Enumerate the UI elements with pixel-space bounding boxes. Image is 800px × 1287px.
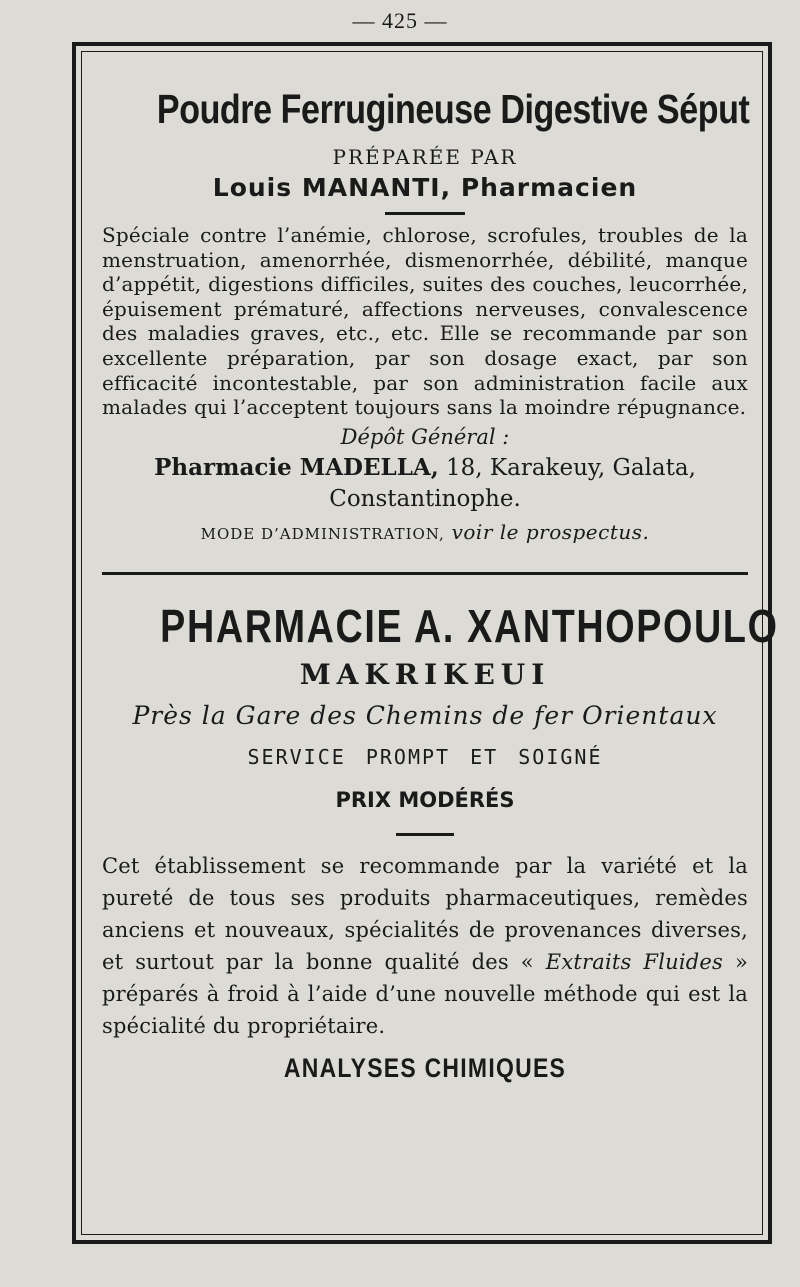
page-number: — 425 — bbox=[352, 8, 448, 33]
advertisement-content bbox=[102, 78, 779, 1088]
ad1-mode-label: MODE D’ADMINISTRATION, bbox=[200, 524, 445, 543]
ad-poudre-ferrugineuse bbox=[102, 78, 748, 550]
ad2-location: Près la Gare des Chemins de fer Orientaux bbox=[132, 700, 718, 730]
ad1-pharmacist: Louis MANANTI, Pharmacien bbox=[212, 173, 638, 202]
ad2-service: SERVICE PROMPT ET SOIGNÉ bbox=[247, 744, 603, 769]
ad1-depot-label: Dépôt Général : bbox=[340, 424, 510, 449]
advertisement-frame bbox=[72, 42, 779, 1244]
ad1-mode-value: voir le prospectus. bbox=[444, 519, 650, 544]
ad1-short-rule bbox=[385, 212, 465, 215]
ad2-title: PHARMACIE A. XANTHOPOULO bbox=[160, 599, 779, 652]
ad2-footer: ANALYSES CHIMIQUES bbox=[283, 1052, 567, 1083]
ad2-body-part1: Cet établissement se recommande par la variété et la pureté de tous ses produits pharmaceutiques, remèdes anciens et nouveaux, spécialités de provenances diverses, et surtout par la bonne qualité des « bbox=[102, 853, 748, 974]
ad1-depot-line bbox=[102, 452, 748, 484]
ad1-depot-address: 18, Karakeuy, Galata, bbox=[438, 454, 696, 481]
ad1-depot-city: Constantinophe. bbox=[329, 485, 521, 512]
ad-pharmacie-xanthopoulo bbox=[102, 597, 779, 1088]
ad2-body-italic: Extraits Fluides bbox=[545, 949, 724, 974]
ad2-short-rule bbox=[396, 833, 454, 836]
ad1-mode-line bbox=[102, 516, 748, 550]
section-divider bbox=[102, 572, 748, 575]
ad1-title: Poudre Ferrugineuse Digestive Séput bbox=[156, 86, 750, 132]
ad1-prepared-by: PRÉPARÉE PAR bbox=[332, 145, 518, 169]
ad2-body bbox=[102, 850, 748, 1042]
ad1-body: Spéciale contre l’anémie, chlorose, scrofules, troubles de la menstruation, amenorrhée, dismenorrhée, débilité, manque d’appétit, digestions difficiles, suites des couches, leucorrhée, épuisement prématuré, affections nerveuses, convalescence des maladies graves, etc., etc. Elle se recommande par son excellente préparation, par son dosage exact, par son efficacité incontestable, par son administration facile aux malades qui l’acceptent toujours sans la moindre répugnance. bbox=[102, 223, 748, 420]
ad2-body-part2: » préparés à froid à l’aide d’une nouvelle méthode qui est la spécialité du propriétaire. bbox=[102, 949, 748, 1038]
ad2-prices: PRIX MODÉRÉS bbox=[335, 787, 515, 812]
ad1-depot-name: Pharmacie MADELLA, bbox=[154, 453, 439, 481]
ad2-subtitle: MAKRIKEUI bbox=[299, 657, 551, 691]
